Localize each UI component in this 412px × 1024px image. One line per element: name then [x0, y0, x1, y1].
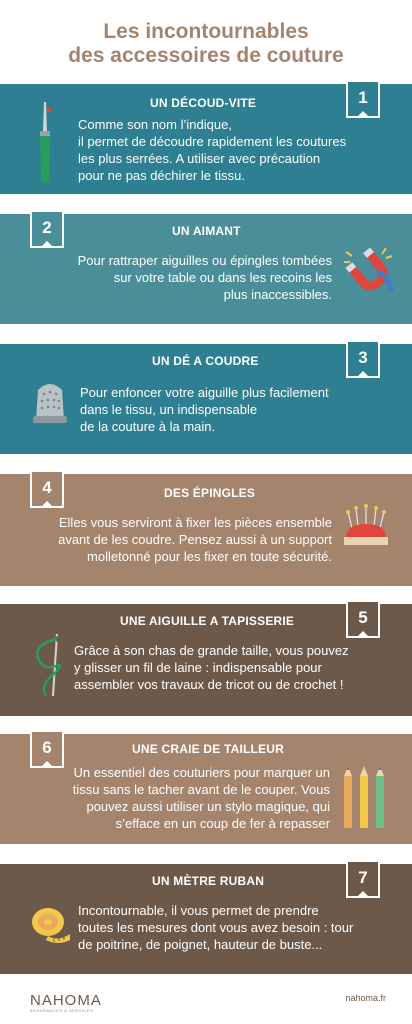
- title-line-1: Les incontournables: [103, 20, 309, 43]
- seam-ripper-icon: [30, 98, 60, 188]
- section-aiguille-tapisserie: [0, 604, 412, 716]
- section-text: [78, 116, 398, 184]
- text-line: molletonné pour les fixer en toute sécurité.: [87, 549, 332, 564]
- magnet-icon: [340, 242, 396, 298]
- section-text: [14, 514, 332, 565]
- section-heading: UN DÉ A COUDRE: [152, 354, 259, 368]
- needle-thread-icon: [32, 630, 68, 700]
- text-line: sur votre table ou dans les recoins les: [113, 270, 332, 285]
- text-line: il permet de découdre rapidement les coutures: [78, 134, 347, 149]
- number-badge-5: 5: [346, 602, 380, 638]
- section-heading: DES ÉPINGLES: [164, 486, 256, 500]
- text-line: plus inaccessibles.: [223, 287, 332, 302]
- text-line: assembler vos travaux de tricot ou de crochet !: [74, 677, 344, 692]
- section-heading: UN MÈTRE RUBAN: [152, 874, 265, 888]
- section-text: [80, 384, 390, 435]
- text-line: avant de les coudre. Pensez aussi à un support: [58, 532, 332, 547]
- text-line: pour ne pas déchirer le tissu.: [78, 168, 245, 183]
- section-text: [14, 764, 330, 832]
- section-heading: UN DÉCOUD-VITE: [150, 96, 257, 110]
- brand-logo: NAHOMA: [30, 992, 102, 1009]
- text-line: s’efface en un coup de fer à repasser: [115, 816, 330, 831]
- brand-logo-subtitle: ASSURANCES & SERVICES: [30, 1008, 94, 1013]
- number-badge-4: 4: [30, 472, 64, 508]
- text-line: Pour rattraper aiguilles ou épingles tombées: [77, 253, 332, 268]
- text-line: Grâce à son chas de grande taille, vous pouvez: [74, 643, 349, 658]
- page-title: [0, 20, 412, 68]
- section-decoud-vite: [0, 84, 412, 194]
- section-heading: UNE AIGUILLE A TAPISSERIE: [120, 614, 295, 628]
- text-line: de la couture à la main.: [80, 419, 216, 434]
- section-heading: UN AIMANT: [172, 224, 241, 238]
- thimble-icon: [28, 376, 72, 426]
- text-line: tissu sans le tacher avant de le couper. Vous: [72, 782, 330, 797]
- section-text: [74, 642, 402, 693]
- text-line: pouvez aussi utiliser un stylo magique, qui: [86, 799, 330, 814]
- section-aimant: [0, 214, 412, 324]
- section-epingles: [0, 474, 412, 586]
- text-line: Comme son nom l’indique,: [78, 117, 232, 132]
- text-line: Pour enfoncer votre aiguille plus facilement: [80, 385, 329, 400]
- section-text: [78, 902, 402, 953]
- section-metre-ruban: [0, 864, 412, 974]
- section-de-a-coudre: [0, 344, 412, 454]
- section-text: [14, 252, 332, 303]
- text-line: Elles vous serviront à fixer les pièces ensemble: [58, 515, 332, 530]
- text-line: les plus serrées. A utiliser avec précaution: [78, 151, 321, 166]
- number-badge-7: 7: [346, 862, 380, 898]
- section-heading: UNE CRAIE DE TAILLEUR: [132, 742, 284, 756]
- website-url: nahoma.fr: [345, 993, 386, 1003]
- chalk-pencils-icon: [340, 764, 388, 834]
- number-badge-1: 1: [346, 82, 380, 118]
- text-line: Incontournable, il vous permet de prendre: [78, 903, 319, 918]
- pincushion-icon: [342, 504, 390, 548]
- tape-measure-icon: [28, 904, 72, 944]
- number-badge-6: 6: [30, 732, 64, 768]
- section-craie-tailleur: [0, 734, 412, 844]
- text-line: y glisser un fil de laine : indispensable pour: [74, 660, 322, 675]
- text-line: Un essentiel des couturiers pour marquer un: [73, 765, 330, 780]
- text-line: de poitrine, de poignet, hauteur de buste...: [78, 937, 323, 952]
- text-line: toutes les mesures dont vous avez besoin : tour: [78, 920, 354, 935]
- number-badge-3: 3: [346, 342, 380, 378]
- title-line-2: des accessoires de couture: [68, 44, 344, 67]
- text-line: dans le tissu, un indispensable: [80, 402, 258, 417]
- number-badge-2: 2: [30, 212, 64, 248]
